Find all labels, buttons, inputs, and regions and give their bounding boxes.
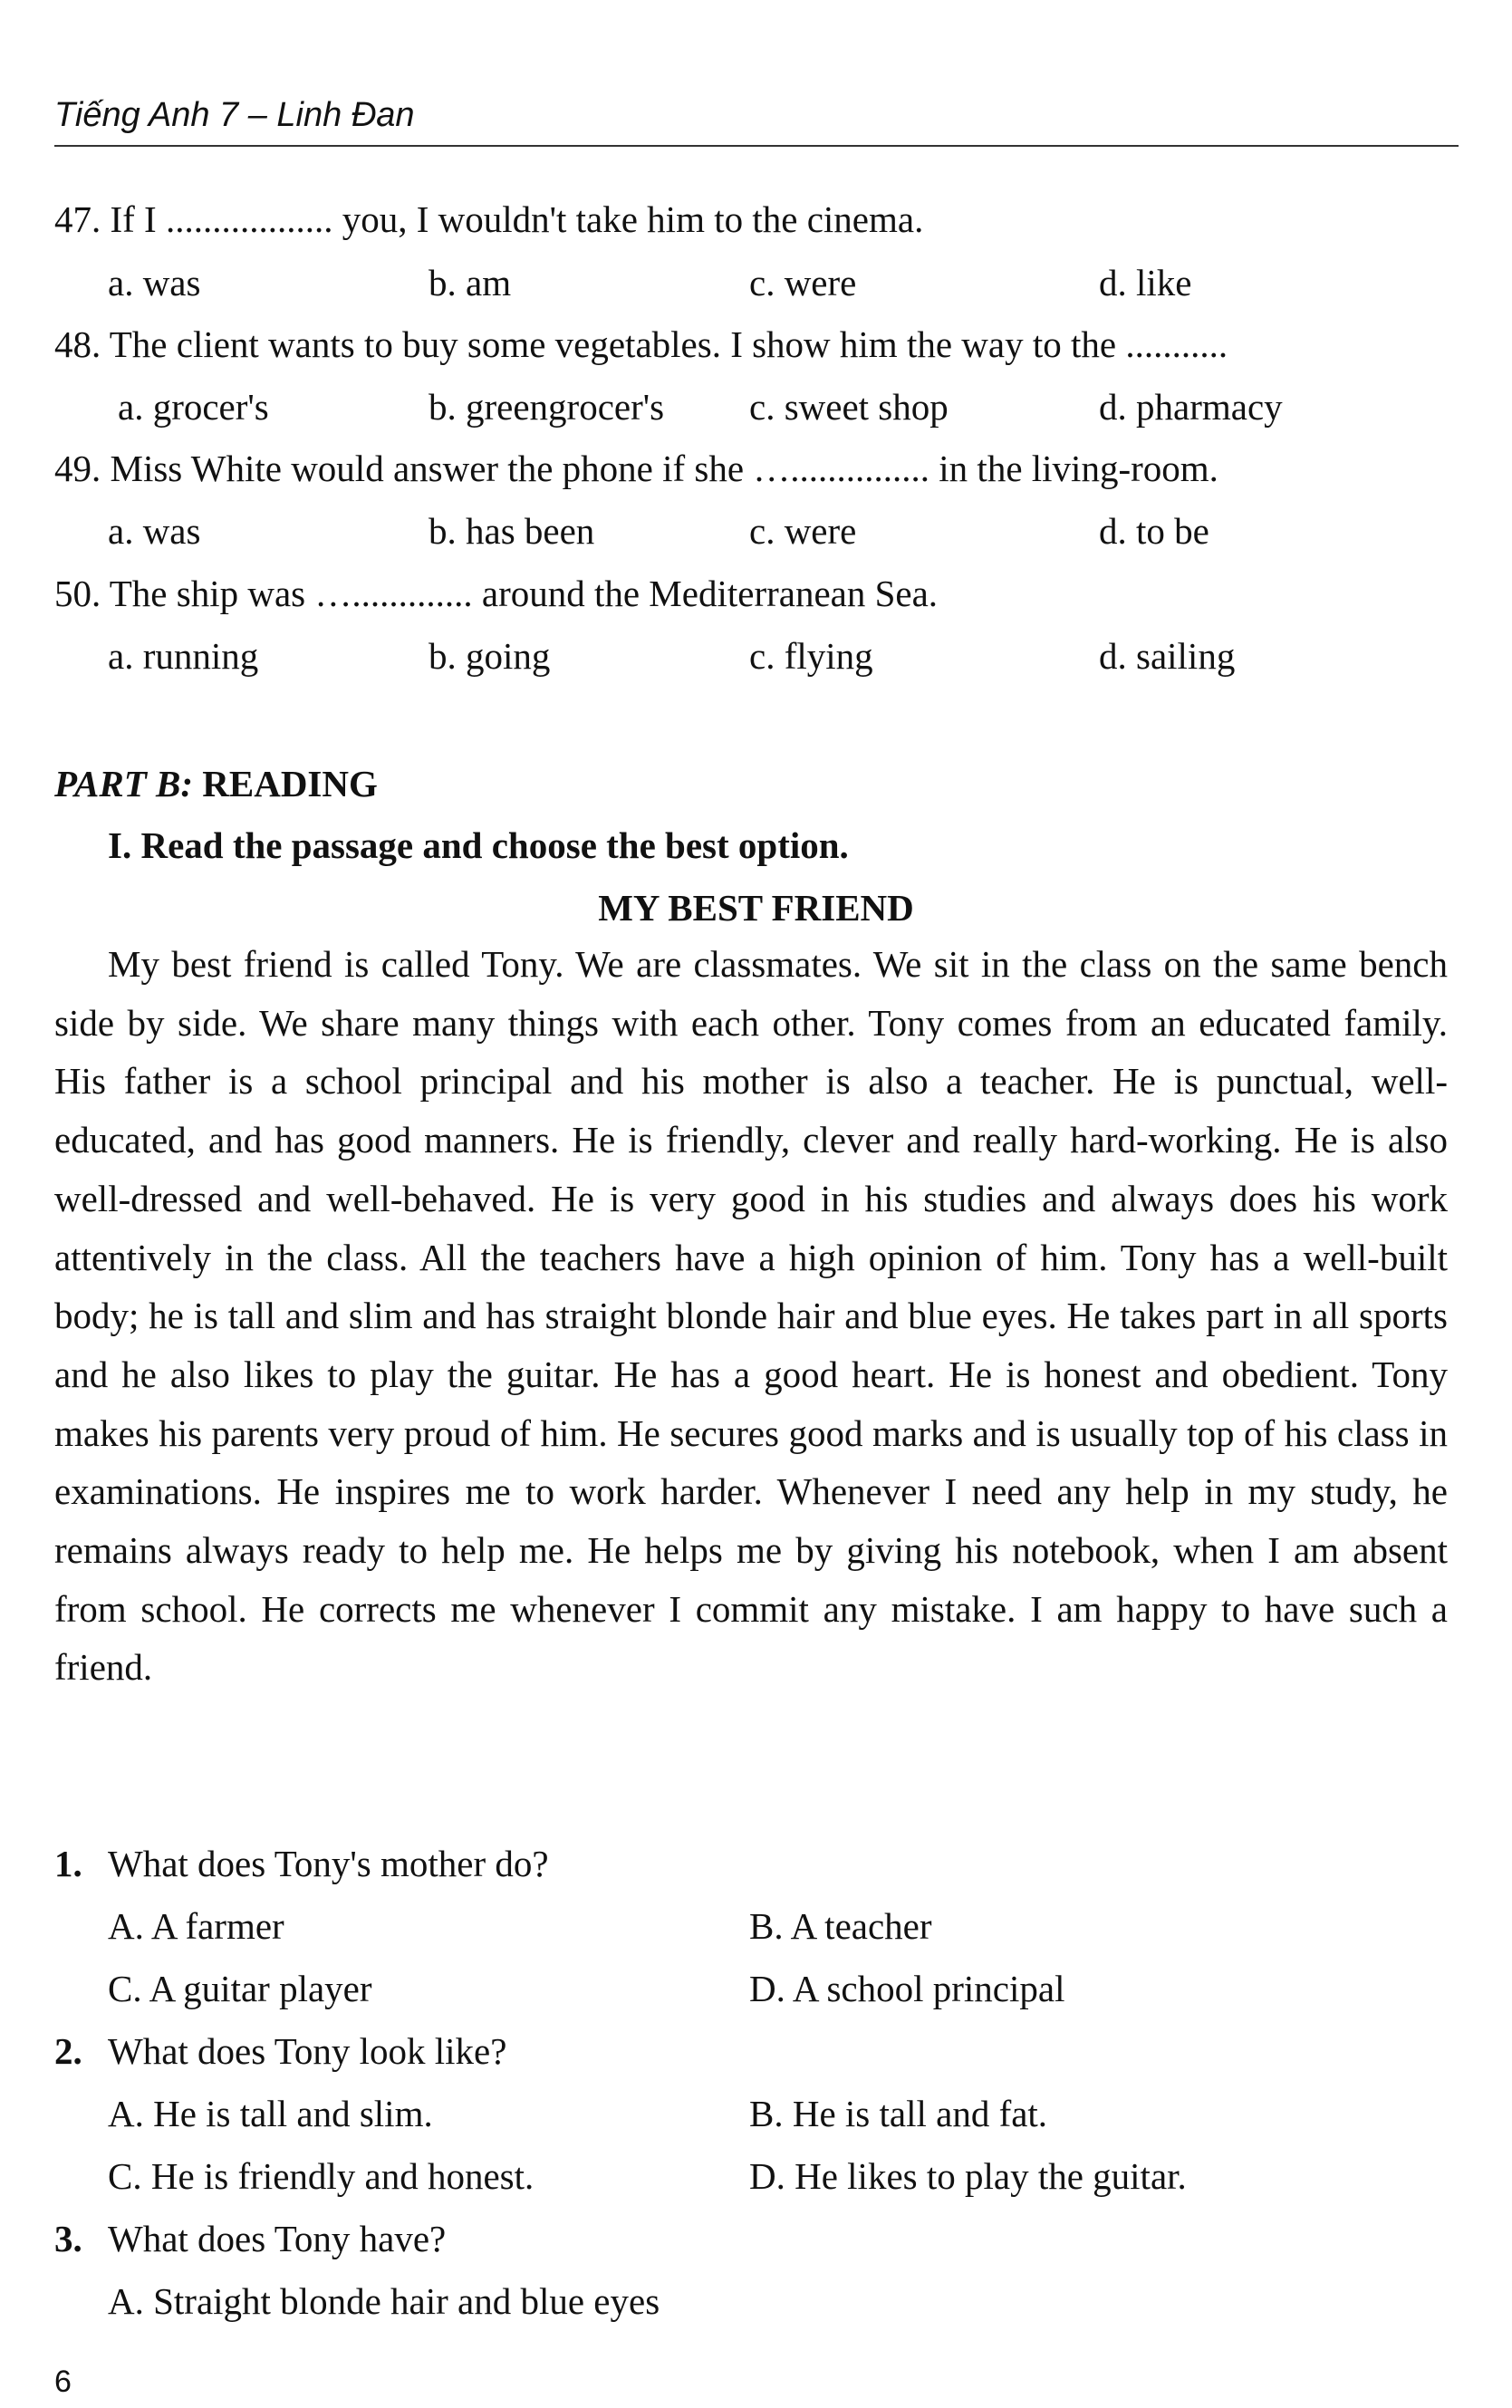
question-text: If I .................. you, I wouldn't take him to the cinema. <box>110 198 924 240</box>
part-label: PART B: <box>54 763 193 804</box>
question-number: 1. <box>54 1843 82 1884</box>
section-heading <box>54 762 378 805</box>
question-47 <box>54 198 924 240</box>
header-divider <box>54 145 1459 147</box>
answer-c: C. He is friendly and honest. <box>108 2155 534 2197</box>
answer-a: A. Straight blonde hair and blue eyes <box>108 2280 660 2322</box>
passage-title: MY BEST FRIEND <box>598 887 914 929</box>
question-48 <box>54 323 1228 365</box>
book-header: Tiếng Anh 7 – Linh Đan <box>54 96 415 134</box>
answer-d: D. A school principal <box>749 1968 1065 2009</box>
question-number: 49. <box>54 448 101 489</box>
option-c: c. were <box>749 262 857 303</box>
answer-d: D. He likes to play the guitar. <box>749 2155 1187 2197</box>
question-number: 47. <box>54 198 101 240</box>
option-b: b. am <box>429 262 512 303</box>
question-text: Miss White would answer the phone if she …............... in the living-room. <box>110 448 1218 489</box>
option-c: c. sweet shop <box>749 386 949 428</box>
question-50 <box>54 575 938 612</box>
option-d: d. to be <box>1099 510 1209 552</box>
page-number: 6 <box>54 2365 72 2399</box>
option-b: b. greengrocer's <box>429 386 665 428</box>
option-d: d. sailing <box>1099 635 1236 677</box>
answer-a: A. A farmer <box>108 1905 284 1947</box>
part-title: READING <box>202 763 378 804</box>
task-instruction: I. Read the passage and choose the best option. <box>108 824 849 866</box>
question-number: 48. <box>54 323 101 365</box>
option-b: b. going <box>429 635 551 677</box>
reading-passage: My best friend is called Tony. We are classmates. We sit in the class on the same bench side by side. We share many things with each other. Tony comes from an educated family. His father is a school principal and his mother is also a teacher. He is punctual, well-educated, and has good manners. He is friendly, clever and really hard-working. He is also well-dressed and well-behaved. He is very good in his studies and always does his work attentively in the class. All the teachers have a high opinion of him. Tony has a well-built body; he is tall and slim and has straight blonde hair and blue eyes. He takes part in all sports and he also likes to play the guitar. He has a good heart. He is honest and obedient. Tony makes his parents very proud of him. He secures good marks and is usually top of his class in examinations. He inspires me to work harder. Whenever I need any help in my study, he remains always ready to help me. He helps me by giving his notebook, when I am absent from school. He corrects me whenever I commit any mistake. I am happy to have such a friend. <box>54 943 1448 1689</box>
option-a: a. running <box>108 635 259 677</box>
option-d: d. pharmacy <box>1099 386 1283 428</box>
question-text: The ship was …............. around the Mediterranean Sea. <box>109 573 939 614</box>
option-c: c. flying <box>749 635 873 677</box>
answer-c: C. A guitar player <box>108 1968 372 2009</box>
answer-a: A. He is tall and slim. <box>108 2093 433 2134</box>
question-49 <box>54 450 1218 487</box>
option-a: a. grocer's <box>118 386 269 428</box>
question-number: 2. <box>54 2030 82 2072</box>
question-text: What does Tony look like? <box>108 2030 507 2072</box>
option-c: c. were <box>749 510 857 552</box>
question-text: The client wants to buy some vegetables. I show him the way to the ........... <box>109 323 1228 365</box>
question-number: 50. <box>54 573 101 614</box>
answer-b: B. He is tall and fat. <box>749 2093 1048 2134</box>
question-text: What does Tony's mother do? <box>108 1843 549 1884</box>
option-b: b. has been <box>429 510 595 552</box>
option-d: d. like <box>1099 262 1192 303</box>
option-a: a. was <box>108 262 201 303</box>
option-a: a. was <box>108 510 201 552</box>
question-text: What does Tony have? <box>108 2218 447 2259</box>
question-number: 3. <box>54 2218 82 2259</box>
answer-b: B. A teacher <box>749 1905 932 1947</box>
